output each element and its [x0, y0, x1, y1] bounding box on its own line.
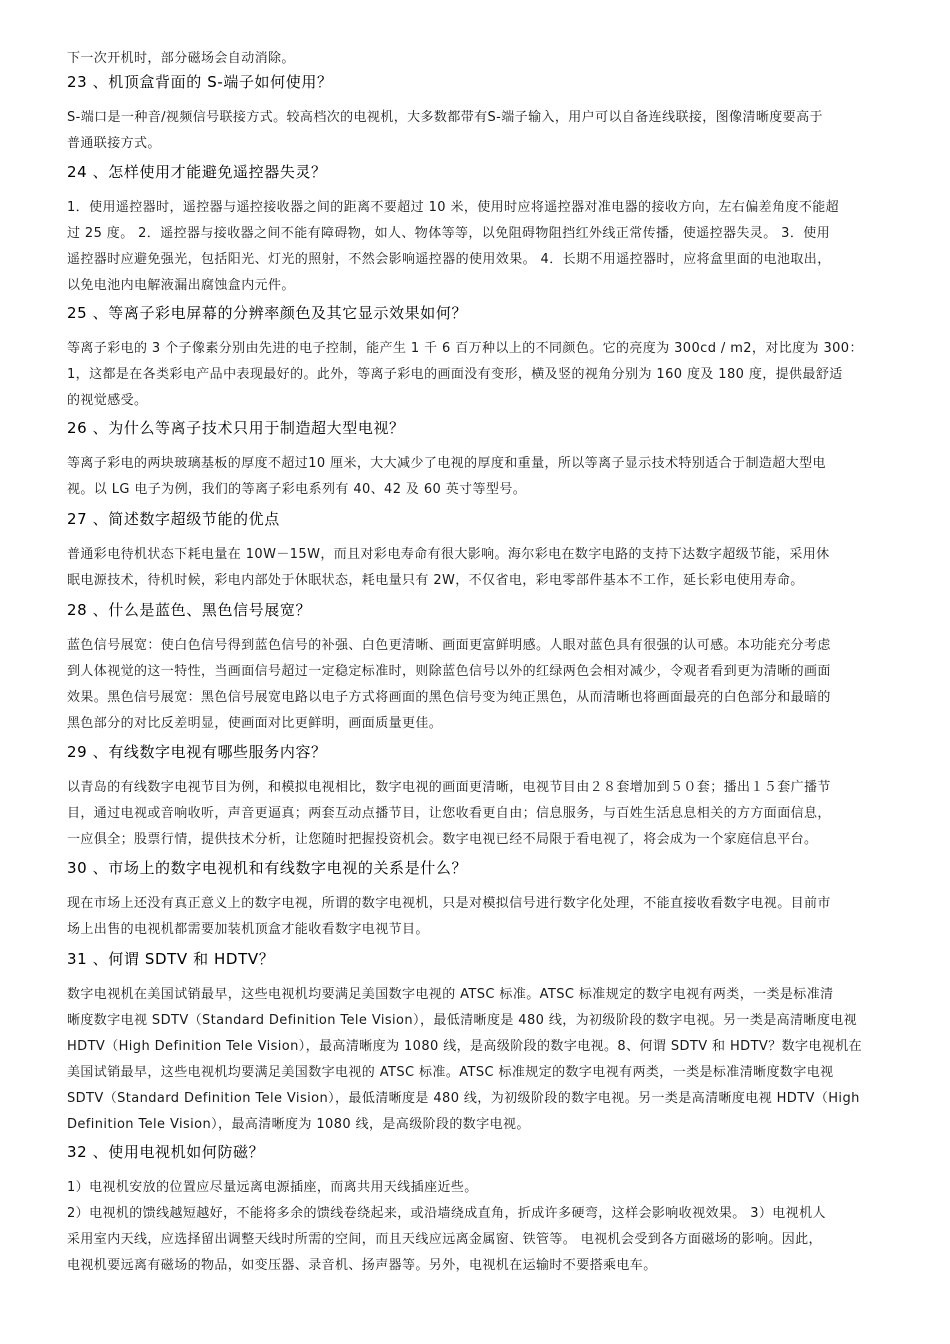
section-line: 电视机要远离有磁场的物品，如变压器、录音机、扬声器等。另外，电视机在运输时不要搭乘电车。	[67, 1258, 657, 1273]
section-line: 现在市场上还没有真正意义上的数字电视，所谓的数字电视机，只是对模拟信号进行数字化处理，不能直接收看数字电视。目前市	[67, 896, 831, 911]
section-line: 到人体视觉的这一特性，当画面信号超过一定稳定标准时，则除蓝色信号以外的红绿两色会相对减少，令观者看到更为清晰的画面	[67, 664, 831, 679]
section-heading: 30 、市场上的数字电视机和有线数字电视的关系是什么？	[67, 859, 468, 877]
section-line: 黑色部分的对比反差明显，使画面对比更鲜明，画面质量更佳。	[67, 716, 443, 731]
intro-line: 下一次开机时，部分磁场会自动消除。	[67, 51, 295, 66]
section-heading: 26 、为什么等离子技术只用于制造超大型电视？	[67, 419, 405, 437]
section-line: 蓝色信号展宽：使白色信号得到蓝色信号的补强、白色更清晰、画面更富鲜明感。人眼对蓝色具有很强的认可感。本功能充分考虑	[67, 638, 831, 653]
section-line: 视。以 LG 电子为例，我们的等离子彩电系列有 40、42 及 60 英寸等型号。	[67, 482, 527, 497]
section-line: Definition Tele Vision），最高清晰度为 1080 线，是高级阶段的数字电视。	[67, 1117, 530, 1132]
section-heading: 28 、什么是蓝色、黑色信号展宽？	[67, 601, 312, 619]
section-line: 美国试销最早，这些电视机均要满足美国数字电视的 ATSC 标准。ATSC 标准规定的数字电视有两类，一类是标准清晰度数字电视	[67, 1065, 834, 1080]
section-heading: 23 、机顶盒背面的 S-端子如何使用？	[67, 73, 333, 91]
section-line: 的视觉感受。	[67, 393, 148, 408]
section-line: 眠电源技术，待机时候，彩电内部处于休眠状态，耗电量只有 2W，不仅省电，彩电零部件基本不工作，延长彩电使用寿命。	[67, 573, 804, 588]
section-line: 目，通过电视或音响收听，声音更逼真；两套互动点播节目，让您收看更自由；信息服务，与百姓生活息息相关的方方面面信息，	[67, 806, 831, 821]
section-line: 过 25 度。 2．遥控器与接收器之间不能有障碍物，如人、物体等等，以免阻碍物阻挡红外线正常传播，使遥控器失灵。 3．使用	[67, 226, 831, 241]
section-line: 遥控器时应避免强光，包括阳光、灯光的照射，不然会影响遥控器的使用效果。 4．长期不用遥控器时，应将盒里面的电池取出，	[67, 252, 831, 267]
section-line: 晰度数字电视 SDTV（Standard Definition Tele Vision），最低清晰度是 480 线，为初级阶段的数字电视。另一类是高清晰度电视	[67, 1013, 858, 1028]
section-line: 等离子彩电的两块玻璃基板的厚度不超过10 厘米，大大减少了电视的厚度和重量，所以等离子显示技术特别适合于制造超大型电	[67, 456, 826, 471]
section-heading: 32 、使用电视机如何防磁？	[67, 1143, 265, 1161]
section-line: 采用室内天线，应选择留出调整天线时所需的空间，而且天线应远离金属窗、铁管等。 电视机会受到各方面磁场的影响。因此，	[67, 1232, 822, 1247]
section-line: 1）电视机安放的位置应尽量远离电源插座，而离共用天线插座近些。	[67, 1180, 478, 1195]
section-heading: 31 、何谓 SDTV 和 HDTV？	[67, 950, 275, 968]
section-line: 普通联接方式。	[67, 136, 161, 151]
section-line: S-端口是一种音/视频信号联接方式。较高档次的电视机，大多数都带有S-端子输入，用户可以自备连线联接，图像清晰度要高于	[67, 110, 823, 125]
section-line: SDTV（Standard Definition Tele Vision），最低清晰度是 480 线，为初级阶段的数字电视。另一类是高清晰度电视 HDTV（High	[67, 1091, 860, 1106]
section-line: 一应俱全；股票行情，提供技术分析，让您随时把握投资机会。数字电视已经不局限于看电视了，将会成为一个家庭信息平台。	[67, 832, 818, 847]
section-line: 效果。黑色信号展宽：黑色信号展宽电路以电子方式将画面的黑色信号变为纯正黑色，从而清晰也将画面最亮的白色部分和最暗的	[67, 690, 831, 705]
section-line: 以青岛的有线数字电视节目为例，和模拟电视相比，数字电视的画面更清晰，电视节目由２８套增加到５０套；播出１５套广播节	[67, 780, 831, 795]
section-line: 普通彩电待机状态下耗电量在 10W－15W，而且对彩电寿命有很大影响。海尔彩电在数字电路的支持下达数字超级节能，采用休	[67, 547, 830, 562]
section-line: 1，这都是在各类彩电产品中表现最好的。此外，等离子彩电的画面没有变形，横及竖的视角分别为 160 度及 180 度，提供最舒适	[67, 367, 843, 382]
section-line: 2）电视机的馈线越短越好，不能将多余的馈线卷绕起来，或沿墙绕成直角，折成许多硬弯，这样会影响收视效果。 3）电视机人	[67, 1206, 826, 1221]
section-line: 以免电池内电解液漏出腐蚀盒内元件。	[67, 278, 295, 293]
section-heading: 25 、等离子彩电屏幕的分辨率颜色及其它显示效果如何？	[67, 304, 468, 322]
section-line: 数字电视机在美国试销最早，这些电视机均要满足美国数字电视的 ATSC 标准。ATSC 标准规定的数字电视有两类，一类是标准清	[67, 987, 834, 1002]
section-line: 等离子彩电的 3 个子像素分别由先进的电子控制，能产生 1 千 6 百万种以上的不同颜色。它的亮度为 300cd / m2，对比度为 300：	[67, 341, 863, 356]
section-line: HDTV（High Definition Tele Vision），最高清晰度为 1080 线，是高级阶段的数字电视。8、何谓 SDTV 和 HDTV？数字电视机在	[67, 1039, 863, 1054]
section-heading: 27 、简述数字超级节能的优点	[67, 510, 280, 528]
section-heading: 29 、有线数字电视有哪些服务内容？	[67, 743, 327, 761]
section-line: 1．使用遥控器时，遥控器与遥控接收器之间的距离不要超过 10 米，使用时应将遥控器对准电器的接收方向，左右偏差角度不能超	[67, 200, 840, 215]
section-heading: 24 、怎样使用才能避免遥控器失灵？	[67, 163, 327, 181]
section-line: 场上出售的电视机都需要加装机顶盒才能收看数字电视节目。	[67, 922, 429, 937]
